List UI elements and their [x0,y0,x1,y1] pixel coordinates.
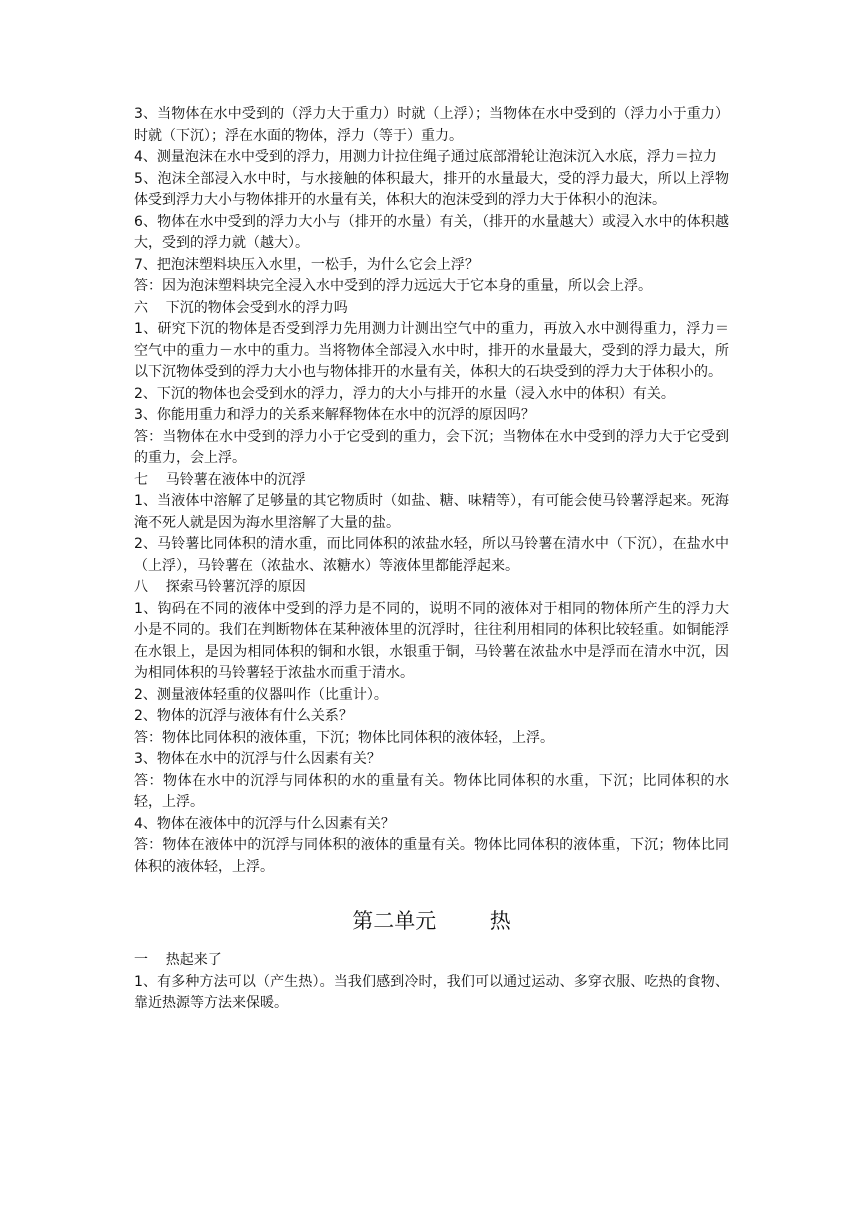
paragraph: 答：物体比同体积的液体重，下沉；物体比同体积的液体轻，上浮。 [134,729,554,746]
paragraph: 1、有多种方法可以（产生热）。当我们感到冷时，我们可以通过运动、多穿衣服、吃热的食物、靠近热源等方法来保暖。 [134,973,729,1011]
paragraph: 3、你能用重力和浮力的关系来解释物体在水中的沉浮的原因吗？ [134,407,535,423]
paragraph: 2、下沉的物体也会受到水的浮力，浮力的大小与排开的水量（浸入水中的体积）有关。 [134,385,675,402]
section-heading: 七 马铃薯在液体中的沉浮 [134,471,306,488]
paragraph: 3、当物体在水中受到的（浮力大于重力）时就（上浮）；当物体在水中受到的（浮力小于重力）时就（下沉）；浮在水面的物体，浮力（等于）重力。 [134,106,729,144]
paragraph: 3、物体在水中的沉浮与什么因素有关？ [134,751,381,767]
paragraph: 7、把泡沫塑料块压入水里，一松手，为什么它会上浮？ [134,256,479,273]
paragraph: 6、物体在水中受到的浮力大小与（排开的水量）有关，（排开的水量越大）或浸入水中的体积越大，受到的浮力就（越大）。 [134,213,729,251]
paragraph: 1、当液体中溶解了足够量的其它物质时（如盐、糖、味精等），有可能会使马铃薯浮起来。死海淹不死人就是因为海水里溶解了大量的盐。 [134,493,729,531]
paragraph: 1、研究下沉的物体是否受到浮力先用测力计测出空气中的重力，再放入水中测得重力，浮力＝空气中的重力－水中的重力。当将物体全部浸入水中时，排开的水量最大，受到的浮力最大，所以下沉物体受到的浮力大小也与物体排开的水量有关，体积大的石块受到的浮力大于体积小的。 [134,321,729,380]
paragraph: 2、马铃薯比同体积的清水重，而比同体积的浓盐水轻，所以马铃薯在清水中（下沉），在盐水中（上浮），马铃薯在（浓盐水、浓糖水）等液体里都能浮起来。 [134,536,729,574]
paragraph: 答：物体在液体中的沉浮与同体积的液体的重量有关。物体比同体积的液体重，下沉；物体比同体积的液体轻，上浮。 [134,837,729,875]
paragraph: 5、泡沫全部浸入水中时，与水接触的体积最大，排开的水量最大，受的浮力最大，所以上浮物体受到浮力大小与物体排开的水量有关，体积大的泡沫受到的浮力大于体积小的泡沫。 [134,170,729,208]
section-heading: 一 热起来了 [134,952,222,968]
paragraph: 4、物体在液体中的沉浮与什么因素有关？ [134,815,395,832]
paragraph: 答：当物体在水中受到的浮力小于它受到的重力，会下沉；当物体在水中受到的浮力大于它受到的重力，会上浮。 [134,428,729,466]
paragraph: 4、测量泡沫在水中受到的浮力，用测力计拉住绳子通过底部滑轮让泡沫沉入水底，浮力＝拉力 [134,149,717,165]
section-heading: 八 探索马铃薯沉浮的原因 [134,579,306,595]
paragraph: 2、测量液体轻重的仪器叫作（比重计）。 [134,686,388,703]
section-heading: 六 下沉的物体会受到水的浮力吗 [134,299,348,316]
paragraph: 答：因为泡沫塑料块完全浸入水中受到的浮力远远大于它本身的重量，所以会上浮。 [134,278,652,294]
document-page [134,104,729,1015]
paragraph: 答：物体在水中的沉浮与同体积的水的重量有关。物体比同体积的水重，下沉；比同体积的水轻，上浮。 [134,772,729,810]
paragraph: 2、物体的沉浮与液体有什么关系？ [134,708,353,724]
unit-title: 第二单元 热 [352,909,511,933]
paragraph: 1、钩码在不同的液体中受到的浮力是不同的，说明不同的液体对于相同的物体所产生的浮力大小是不同的。我们在判断物体在某种液体里的沉浮时，往往利用相同的体积比较轻重。如铜能浮在水银上，是因为相同体积的铜和水银，水银重于铜，马铃薯在浓盐水中是浮而在清水中沉，因为相同体积的马铃薯轻于浓盐水而重于清水。 [134,600,729,681]
